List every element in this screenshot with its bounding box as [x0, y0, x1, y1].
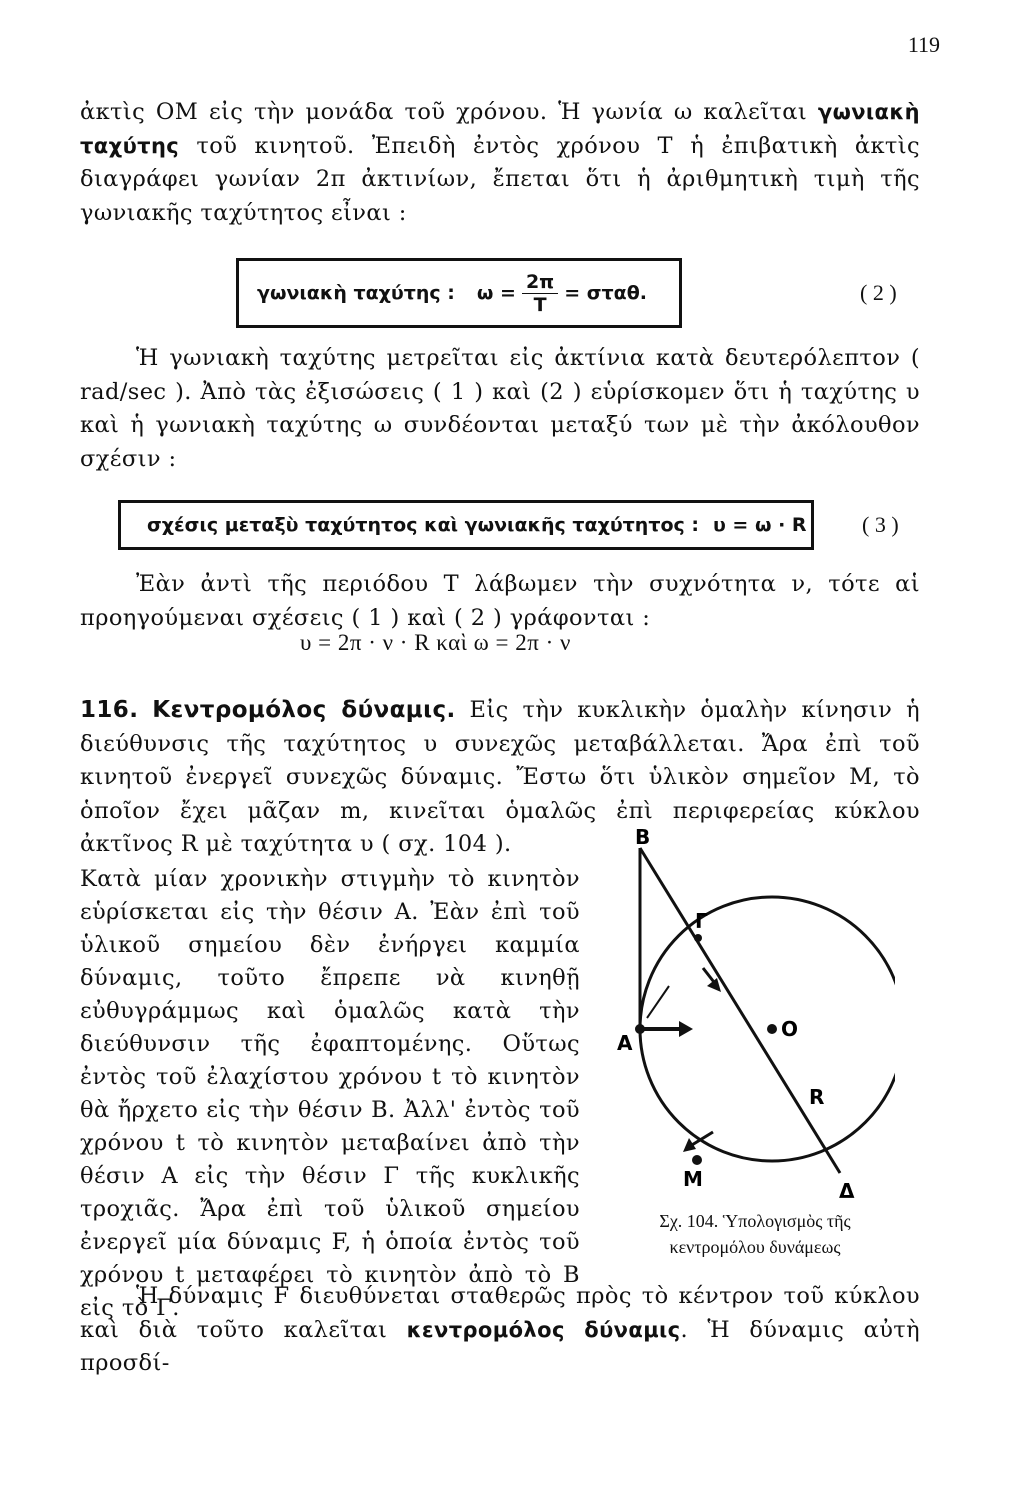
final-text-b: . Ἡ δύναμις αὐτὴ προσδί- — [80, 1316, 921, 1376]
formula3-expr: υ = ω · R — [712, 514, 807, 536]
formula2-fraction — [522, 271, 558, 316]
label-O: O — [781, 1017, 799, 1041]
section-title: Κεντρομόλος δύναμις. — [152, 697, 456, 723]
label-R: R — [809, 1085, 825, 1109]
caption-line-2: κεντρομόλου δυνάμεως — [669, 1237, 841, 1257]
term-angular-velocity: γωνιακὴ ταχύτης — [80, 100, 920, 158]
section-intro-text: Εἰς τὴν κυκλικὴν ὁμαλὴν κίνησιν ἡ διεύθυνσις τῆς ταχύτητος υ συνεχῶς μεταβάλλεται. Ἄρα ἐπὶ τοῦ κινητοῦ ἐνεργεῖ συνεχῶς δύναμις. Ἔστω ὅτι ὑλικὸν σημεῖον Μ, τὸ ὁποῖον ἔχει μᾶζαν m, κινεῖται ὁμαλῶς ἐπὶ περιφερείας κύκλου ἀκτῖνος R μὲ ταχύτητα υ ( σχ. 104 ). — [80, 697, 920, 857]
equation-number-3: ( 3 ) — [862, 512, 899, 537]
formula2-numerator: 2π — [522, 271, 558, 294]
paragraph-angular-velocity-definition — [80, 96, 920, 230]
paragraph-centripetal-force — [80, 1280, 920, 1381]
formula2-denominator: Τ — [533, 293, 547, 316]
arrow-diagonal-A — [647, 986, 669, 1018]
formula3-label: σχέσις μεταξὺ ταχύτητος καὶ γωνιακῆς ταχύτητος : — [147, 514, 699, 536]
figure-104-diagram — [595, 828, 895, 1208]
para1-text-a: ἀκτὶς ΟΜ εἰς τὴν μονάδα τοῦ χρόνου. Ἡ γωνία ω καλεῖται — [80, 99, 818, 125]
paragraph-frequency: Ἐὰν ἀντὶ τῆς περιόδου Τ λάβωμεν τὴν συχνότητα ν, τότε αἱ προηγούμεναι σχέσεις ( 1 ) καὶ ( 2 ) γράφονται : — [80, 571, 920, 631]
velocity-arrowhead-A — [679, 1021, 693, 1037]
point-O-dot — [767, 1024, 777, 1034]
column-text-explanation: Κατὰ μίαν χρονικὴν στιγμὴν τὸ κινητὸν εὑρίσκεται εἰς τὴν θέσιν Α. Ἐὰν ἐπὶ τοῦ ὑλικοῦ σημείου δὲν ἐνήργει καμμία δύναμις, τοῦτο ἔπρεπε νὰ κινηθῇ εὐθυγράμμως καὶ ὁμαλῶς κατὰ τὴν διεύθυνσιν τῆς ἐφαπτομένης. Οὕτως ἐντὸς τοῦ ἐλαχίστου χρόνου t τὸ κινητὸν θὰ ἤρχετο εἰς τὴν θέσιν Β. Ἀλλ' ἐντὸς τοῦ χρόνου t τὸ κινητὸν μεταβαίνει ἀπὸ τὴν θέσιν Α εἰς τὴν θέσιν Γ τῆς κυκλικῆς τροχιᾶς. Ἄρα ἐπὶ τοῦ ὑλικοῦ σημείου ἐνεργεῖ μία δύναμις F, ἡ ὁποία ἐντὸς τοῦ χρόνου t μεταφέρει τὸ κινητὸν ἀπὸ τὸ Β εἰς τὸ Γ. — [80, 866, 580, 1321]
figure-caption — [605, 1208, 905, 1260]
section-number: 116. — [80, 697, 139, 723]
term-centripetal-force: κεντρομόλος δύναμις — [406, 1317, 681, 1342]
point-G-dot — [694, 934, 702, 942]
formula-box-3 — [118, 500, 814, 550]
label-M: M — [683, 1167, 703, 1191]
final-text-a: Ἡ δύναμις F διευθύνεται σταθερῶς πρὸς τὸ κέντρον τοῦ κύκλου καὶ διὰ τοῦτο καλεῖται — [80, 1283, 920, 1343]
formula-box-2 — [236, 258, 682, 328]
formula2-label: γωνιακὴ ταχύτης : — [257, 282, 455, 304]
equation-number-2: ( 2 ) — [860, 280, 897, 305]
para1-text-b: τοῦ κινητοῦ. Ἐπειδὴ ἐντὸς χρόνου Τ ἡ ἐπιβατικὴ ἀκτὶς διαγράφει γωνίαν 2π ἀκτινίων, ἔπεται ὅτι ἡ ἀριθμητικὴ τιμὴ τῆς γωνιακῆς ταχύτητος εἶναι : — [80, 132, 920, 226]
formula2-lhs: ω = — [476, 282, 516, 304]
point-M-dot — [692, 1155, 702, 1165]
equation-frequency-relations: υ = 2π · ν · R καὶ ω = 2π · ν — [300, 630, 571, 655]
radius-line-OR — [772, 1029, 840, 1173]
caption-line-1: Σχ. 104. Ὑπολογισμὸς τῆς — [659, 1211, 851, 1231]
label-A: A — [617, 1031, 633, 1055]
label-G: Γ — [695, 909, 708, 933]
line-B-to-D — [640, 848, 840, 1173]
label-D: Δ — [839, 1179, 855, 1203]
label-B: B — [635, 828, 651, 849]
page-number: 119 — [907, 32, 940, 57]
formula2-rhs: = σταθ. — [564, 282, 647, 304]
paragraph-angular-velocity-units: Ἡ γωνιακὴ ταχύτης μετρεῖται εἰς ἀκτίνια κατὰ δευτερόλεπτον ( rad/sec ). Ἀπὸ τὰς ἐξισώσεις ( 1 ) καὶ (2 ) εὑρίσκομεν ὅτι ἡ ταχύτης υ καὶ ἡ γωνιακὴ ταχύτης ω συνδέονται μεταξύ των μὲ τὴν ἀκόλουθον σχέσιν : — [80, 345, 920, 472]
